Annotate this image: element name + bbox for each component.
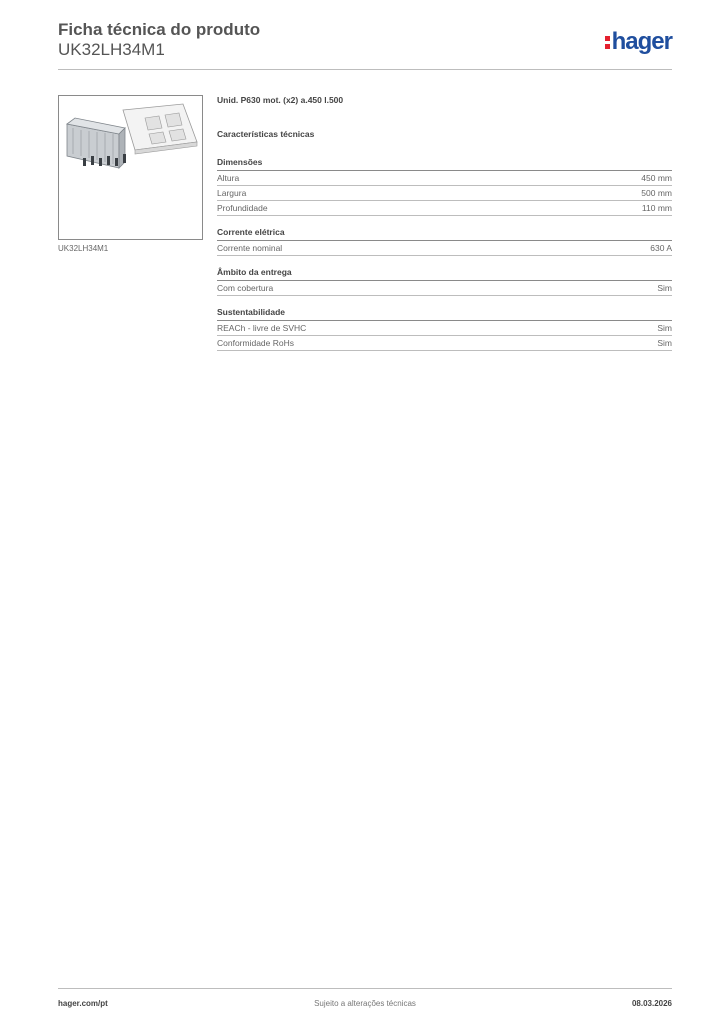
spec-group-title: Sustentabilidade: [217, 307, 672, 321]
spec-label: REACh - livre de SVHC: [217, 323, 307, 333]
spec-row: [217, 201, 672, 216]
page-footer: [58, 988, 672, 1011]
spec-row: [217, 241, 672, 256]
footer-date: 08.03.2026: [631, 999, 672, 1008]
spec-label: Largura: [217, 188, 247, 198]
spec-value: 500 mm: [641, 188, 672, 198]
spec-value: Sim: [657, 338, 672, 348]
spec-label: Altura: [217, 173, 240, 183]
product-image: [58, 95, 203, 240]
footer-note: Sujeito a alterações técnicas: [314, 999, 416, 1008]
spec-row: [217, 186, 672, 201]
spec-group-electric-current: [217, 227, 672, 256]
spec-group-delivery-scope: [217, 267, 672, 296]
footer-website-link[interactable]: hager.com/pt: [58, 999, 108, 1008]
spec-row: [217, 281, 672, 296]
spec-value: 450 mm: [641, 173, 672, 183]
page-title: Ficha técnica do produto: [58, 20, 261, 39]
spec-label: Profundidade: [217, 203, 268, 213]
hager-logo: [605, 28, 672, 56]
technical-characteristics-title: Características técnicas: [217, 129, 315, 139]
logo-dots-icon: [605, 34, 611, 50]
page-header: [58, 20, 672, 70]
product-name: Unid. P630 mot. (x2) a.450 l.500: [217, 95, 344, 105]
spec-group-title: Corrente elétrica: [217, 227, 672, 241]
product-code-heading: UK32LH34M1: [58, 40, 165, 59]
spec-group-title: Dimensões: [217, 157, 672, 171]
spec-value: Sim: [657, 283, 672, 293]
spec-group-dimensions: [217, 157, 672, 216]
logo-text: hager: [611, 28, 672, 55]
spec-value: Sim: [657, 323, 672, 333]
spec-group-title: Âmbito da entrega: [217, 267, 672, 281]
spec-row: [217, 336, 672, 351]
product-image-caption: UK32LH34M1: [58, 244, 109, 253]
spec-row: [217, 171, 672, 186]
spec-value: 110 mm: [641, 203, 672, 213]
spec-label: Corrente nominal: [217, 243, 283, 253]
spec-label: Conformidade RoHs: [217, 338, 295, 348]
spec-group-sustainability: [217, 307, 672, 351]
spec-row: [217, 321, 672, 336]
spec-content: [217, 95, 672, 351]
spec-value: 630 A: [650, 243, 672, 253]
spec-label: Com cobertura: [217, 283, 274, 293]
product-illustration-icon: [59, 96, 202, 239]
